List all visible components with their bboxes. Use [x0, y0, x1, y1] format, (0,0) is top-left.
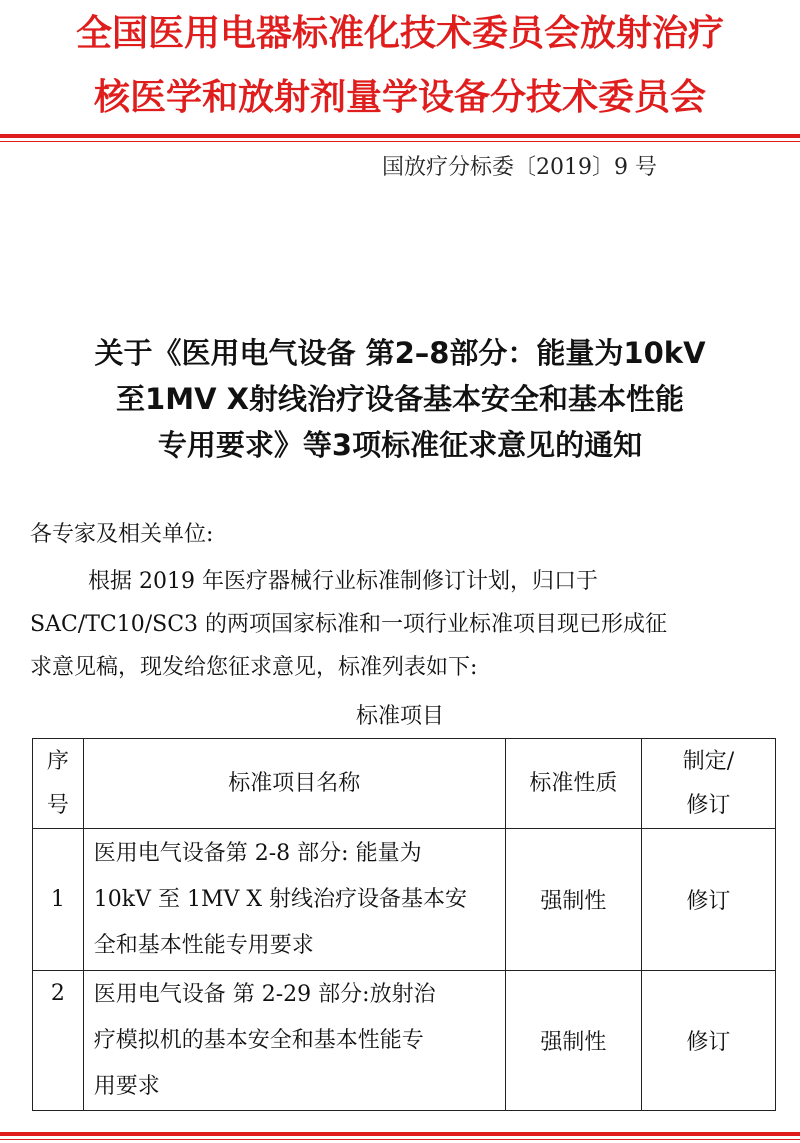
header-name: 标准项目名称	[83, 739, 505, 829]
row-nature: 强制性	[505, 971, 641, 1111]
row-name	[83, 971, 505, 1111]
row-name-line: 医用电气设备第 2-8 部分: 能量为	[93, 840, 422, 866]
row-name-line: 全和基本性能专用要求	[93, 932, 314, 958]
header-type: 制定/ 修订	[641, 739, 775, 829]
table-row	[33, 971, 776, 1111]
row-nature: 强制性	[505, 829, 641, 971]
body-line-3: 求意见稿，现发给您征求意见，标准列表如下:	[30, 655, 478, 680]
row-name-line: 10kV 至 1MV X 射线治疗设备基本安	[93, 886, 468, 912]
title-line-2: 至1MV X射线治疗设备基本安全和基本性能	[116, 382, 684, 416]
row-name-line: 用要求	[93, 1073, 160, 1099]
row-name-line: 疗模拟机的基本安全和基本性能专	[93, 1027, 424, 1053]
header-nature: 标准性质	[505, 739, 641, 829]
table-caption: 标准项目	[355, 704, 444, 729]
letterhead	[0, 0, 800, 124]
row-name-line: 医用电气设备 第 2-29 部分:放射治	[93, 981, 436, 1007]
row-seq: 1	[33, 829, 84, 971]
standards-table	[32, 738, 776, 1111]
table-header-row	[33, 739, 776, 829]
footer-rule-thin	[0, 1139, 800, 1140]
document-number: 国放疗分标委〔2019〕9 号	[382, 155, 657, 180]
title-line-3: 专用要求》等3项标准征求意见的通知	[157, 428, 643, 462]
letterhead-rule-thin	[0, 141, 800, 142]
body-line-2: SAC/TC10/SC3 的两项国家标准和一项行业标准项目现已形成征	[30, 612, 668, 637]
row-seq: 2	[33, 971, 84, 1111]
header-seq: 序 号	[33, 739, 84, 829]
title-line-1: 关于《医用电气设备 第2–8部分：能量为10kV	[94, 336, 706, 370]
table-row	[33, 829, 776, 971]
footer-rule-thick	[0, 1132, 800, 1136]
row-type: 修订	[641, 829, 775, 971]
letterhead-line-2: 核医学和放射剂量学设备分技术委员会	[93, 77, 706, 118]
document-title	[0, 330, 800, 468]
letterhead-line-1: 全国医用电器标准化技术委员会放射治疗	[75, 13, 724, 54]
row-name	[83, 829, 505, 971]
body-line-1: 根据 2019 年医疗器械行业标准制修订计划，归口于	[88, 569, 598, 594]
letterhead-rule-thick	[0, 134, 800, 138]
salutation: 各专家及相关单位:	[30, 522, 214, 547]
row-type: 修订	[641, 971, 775, 1111]
body-paragraph	[30, 560, 770, 689]
